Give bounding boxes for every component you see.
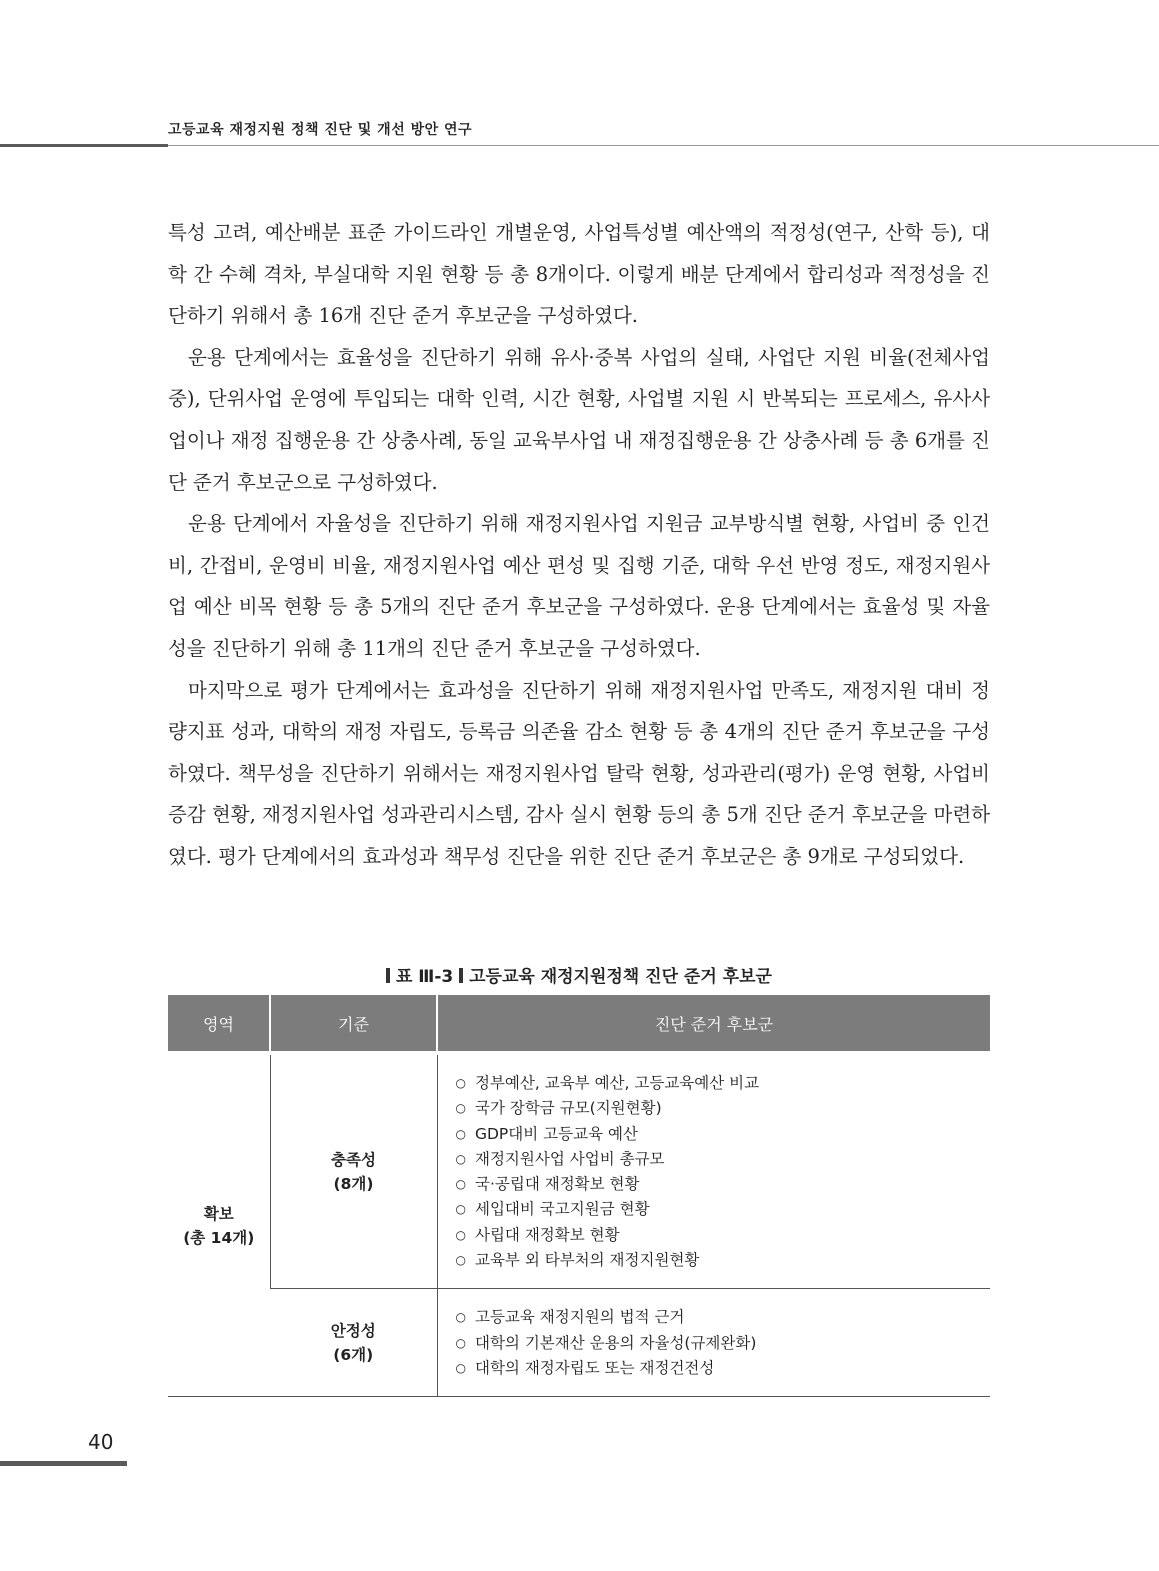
paragraph: 마지막으로 평가 단계에서는 효과성을 진단하기 위해 재정지원사업 만족도, 재정지원 대비 정량지표 성과, 대학의 재정 자립도, 등록금 의존율 감소 현황 등 총 4개의 진단 준거 후보군을 구성하였다. 책무성을 진단하기 위해서는 재정지원사업 탈락 현황, 성과관리(평가) 운영 현황, 사업비 증감 현황, 재정지원사업 성과관리시스템, 감사 실시 현황 등의 총 5개 진단 준거 후보군을 마련하였다. 평가 단계에서의 효과성과 책무성 진단을 위한 진단 준거 후보군은 총 9개로 구성되었다.	[168, 678, 990, 868]
criterion-name: 충족성	[331, 1150, 376, 1169]
paragraph: 운용 단계에서 자율성을 진단하기 위해 재정지원사업 지원금 교부방식별 현황, 사업비 중 인건비, 간접비, 운영비 비율, 재정지원사업 예산 편성 및 집행 기준, 대학 우선 반영 정도, 재정지원사업 예산 비목 현황 등 총 5개의 진단 준거 후보군을 구성하였다. 운용 단계에서는 효율성 및 자율성을 진단하기 위해 총 11개의 진단 준거 후보군을 구성하였다.	[168, 512, 990, 660]
table-row	[168, 1289, 990, 1397]
paragraph: 특성 고려, 예산배분 표준 가이드라인 개별운영, 사업특성별 예산액의 적정성(연구, 산학 등), 대학 간 수혜 격차, 부실대학 지원 현황 등 총 8개이다. 이렇게 배분 단계에서 합리성과 적정성을 진단하기 위해서 총 16개 진단 준거 후보군을 구성하였다.	[168, 221, 990, 328]
candidate-list	[439, 1290, 990, 1395]
list-item: ○ 재정지원사업 사업비 총규모	[456, 1147, 990, 1172]
paragraph: 운용 단계에서는 효율성을 진단하기 위해 유사·중복 사업의 실태, 사업단 지원 비율(전체사업 중), 단위사업 운영에 투입되는 대학 인력, 시간 현황, 사업별 지원 시 반복되는 프로세스, 유사사업이나 재정 집행운용 간 상충사례, 동일 교육부사업 내 재정집행운용 간 상충사례 등 총 6개를 진단 준거 후보군으로 구성하였다.	[168, 345, 990, 494]
list-item: ○ 사립대 재정확보 현황	[456, 1223, 990, 1248]
header-rule-thin	[168, 145, 1159, 146]
criterion-count: (8개)	[333, 1174, 374, 1193]
footer-rule	[0, 1461, 127, 1466]
body-text	[168, 212, 990, 878]
criterion-count: (6개)	[333, 1345, 374, 1364]
caption-title: 고등교육 재정지원정책 진단 준거 후보군	[469, 967, 772, 987]
caption-bar-left	[386, 968, 390, 983]
caption-bar-right	[459, 968, 463, 983]
list-item: ○ 대학의 재정자립도 또는 재정건전성	[456, 1356, 990, 1381]
candidates-cell	[437, 1053, 990, 1289]
criterion-cell	[270, 1289, 437, 1397]
list-item: ○ 세입대비 국고지원금 현황	[456, 1197, 990, 1222]
caption-label: 표 Ⅲ-3	[395, 967, 454, 987]
table-header-row	[168, 995, 990, 1053]
list-item: ○ 국·공립대 재정확보 현황	[456, 1172, 990, 1197]
list-item: ○ GDP대비 고등교육 예산	[456, 1122, 990, 1147]
header-criterion: 기준	[270, 995, 437, 1053]
header-area: 영역	[168, 995, 270, 1053]
list-item: ○ 교육부 외 타부처의 재정지원현황	[456, 1248, 990, 1273]
area-name: 확보	[203, 1204, 234, 1223]
criteria-table	[168, 995, 990, 1397]
list-item: ○ 정부예산, 교육부 예산, 고등교육예산 비교	[456, 1071, 990, 1096]
page-number: 40	[88, 1430, 114, 1454]
area-count: (총 14개)	[183, 1228, 255, 1247]
running-header: 고등교육 재정지원 정책 진단 및 개선 방안 연구	[168, 122, 473, 138]
table-row	[168, 1053, 990, 1289]
candidate-list	[439, 1056, 990, 1287]
table-caption	[168, 962, 990, 987]
area-cell	[168, 1053, 270, 1397]
header-rule-thick	[0, 144, 168, 147]
criterion-name: 안정성	[330, 1321, 376, 1340]
list-item: ○ 국가 장학금 규모(지원현황)	[456, 1096, 990, 1121]
criterion-cell	[270, 1053, 437, 1289]
list-item: ○ 대학의 기본재산 운용의 자율성(규제완화)	[456, 1331, 990, 1356]
header-candidates: 진단 준거 후보군	[437, 995, 990, 1053]
list-item: ○ 고등교육 재정지원의 법적 근거	[456, 1305, 990, 1330]
candidates-cell	[437, 1289, 990, 1397]
